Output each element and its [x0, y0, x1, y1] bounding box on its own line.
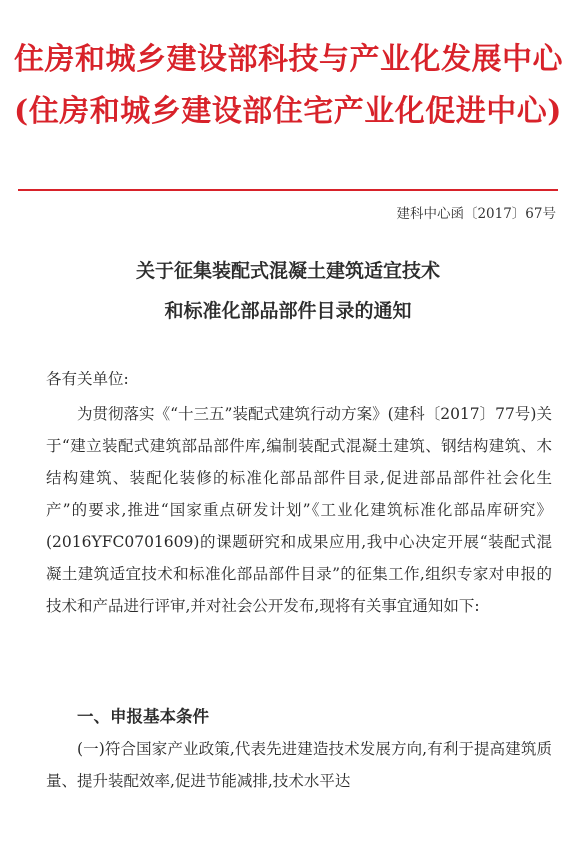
- issuer-alt-name: (住房和城乡建设部住宅产业化促进中心): [14, 94, 562, 129]
- document-title-line2: 和标准化部品部件目录的通知: [164, 300, 412, 322]
- body-paragraph-intro: 为贯彻落实《“十三五”装配式建筑行动方案》(建科〔2017〕77号)关于“建立装配式建筑部品部件库,编制装配式混凝土建筑、钢结构建筑、木结构建筑、装配化装修的标准化部品部件目录,促进部品部件社会化生产”的要求,推进“国家重点研发计划”《工业化建筑标准化部品库研究》(2016YFC0701609)的课题研究和成果应用,我中心决定开展“装配式混凝土建筑适宜技术和标准化部品部件目录”的征集工作,组织专家对申报的技术和产品进行评审,并对社会公开发布,现将有关事宜通知如下:: [46, 405, 552, 615]
- addressee: 各有关单位:: [46, 370, 129, 388]
- document-number: 建科中心函〔2017〕67号: [396, 206, 556, 222]
- section-heading-1: 一、申报基本条件: [77, 707, 209, 726]
- red-divider-rule: [18, 189, 558, 191]
- document-title-line1: 关于征集装配式混凝土建筑适宜技术: [135, 260, 440, 282]
- body-paragraph-condition-1: (一)符合国家产业政策,代表先进建造技术发展方向,有利于提高建筑质量、提升装配效率,促进节能减排,技术水平达: [46, 740, 552, 790]
- issuer-name: 住房和城乡建设部科技与产业化发展中心: [14, 42, 563, 77]
